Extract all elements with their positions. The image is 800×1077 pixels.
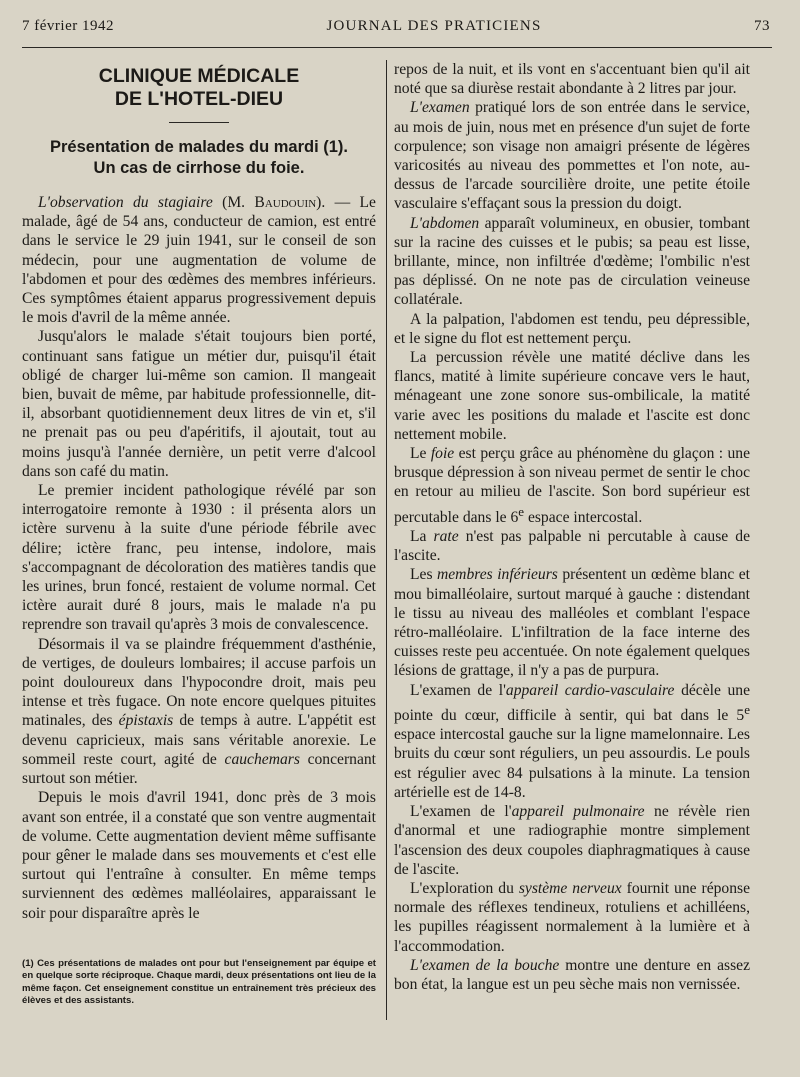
header-date: 7 février 1942 (22, 18, 114, 34)
italic-text: L'examen (410, 99, 470, 117)
paragraph (394, 681, 750, 802)
italic-text: épistaxis (118, 712, 174, 730)
paragraph: Jusqu'alors le malade s'était toujours bien porté, continuant sans fatigue un métier dur, puisqu'il était obligé de charger lui-même son camion. Il mangeait bien, buvait de même, par habitude professionnelle, dit-il, absorbant quotidiennement deux litres de vin et, s'il ne prenait pas ou peu d'apéritifs, il ajoutait, tout au moins jusqu'à l'année dernière, un petit verre d'alcool dans son café du matin. (22, 328, 376, 480)
paragraph (394, 802, 750, 879)
paragraph (394, 956, 750, 994)
paragraph-text: décèle une pointe du cœur, difficile à sentir, qui bat dans le 5 (394, 681, 750, 725)
paragraph (394, 565, 750, 680)
italic-text: rate (433, 528, 459, 546)
paragraph: repos de la nuit, et ils vont en s'accentuant bien qu'il ait noté que sa diurèse restait abondante à 2 litres par jour. (394, 61, 750, 98)
paragraph-text: présentent un œdème blanc et mou bimalléolaire, surtout marqué à gauche : distendant le tissu au niveau des malléoles et comblant l'espace rétro-malléolaire. L'infiltration de la face interne des cuisses reste peu accentuée. On note également quelques lésions de grattage, il n'y a pas de purpura. (394, 566, 750, 680)
superscript: e (744, 701, 750, 717)
footnote (22, 958, 376, 1008)
paragraph-text: L'exploration du (410, 879, 519, 897)
paragraph (394, 879, 750, 956)
paragraph-text: montre une denture en assez bon état, la langue est un peu sèche mais non vernissée. (394, 956, 750, 993)
running-header (22, 18, 770, 44)
paragraph (394, 98, 750, 213)
italic-text: L'observation du stagiaire (38, 194, 213, 211)
header-rule (22, 47, 772, 48)
paragraph-text: pratiqué lors de son entrée dans le service, au mois de juin, nous met en présence d'un sujet de forte corpulence; son visage non amaigri présente de légères varicosités au niveau des pommettes et l'on note, au-dessus de l'arcade sourcilière droite, une petite étoile vasculaire s'effaçant sous la pression du doigt. (394, 99, 750, 213)
paragraph-text: La (410, 528, 434, 546)
clinic-title-line1: CLINIQUE MÉDICALE (98, 65, 300, 87)
paragraph: Depuis le mois d'avril 1941, donc près de 3 mois avant son entrée, il a constaté que son ventre augmentait de volume. Cette augmentation devient même suffisante pour gêner le malade dans ses mouvements et c'est elle surtout qui l'entraîne à consulter. En même temps surviennent des œdèmes malléolaires, apparaissant le soir pour disparaître après le (22, 789, 376, 922)
paragraph-text: — Le malade, âgé de 54 ans, conducteur de camion, est entré dans le service le 29 juin 1941, sur le conseil de son médecin, pour une augmentation de volume de l'abdomen et pour des œdèmes des membres inférieurs. Ces symptômes étaient apparus progressivement depuis le mois d'avril de la même année. (22, 194, 376, 327)
paragraph-text: de temps à autre. L'appétit est devenu capricieux, mais sans véritable anorexie. Le sommeil reste court, agité de (22, 712, 376, 768)
paragraph-text: espace intercostal. (524, 508, 643, 526)
italic-text: appareil cardio-vasculaire (505, 681, 675, 699)
title-rule (169, 122, 229, 123)
paragraph: Le premier incident pathologique révélé par son interrogatoire remonte à 1930 : il présenta alors un ictère survenu à la suite d'une période fébrile avec délire; ictère franc, peu intense, indolore, mais s'accompagnant de décoloration des matières tandis que les urines, brun foncé, restaient de volume normal. Cet ictère aurait duré 8 jours, mais le malade n'a pu reprendre son travail qu'après 3 mois de convalescence. (22, 482, 376, 634)
clinic-title-line2: DE L'HOTEL-DIEU (114, 88, 284, 110)
paragraph: A la palpation, l'abdomen est tendu, peu dépressible, et le signe du flot est nettement perçu. (394, 310, 750, 347)
italic-text: membres inférieurs (437, 566, 558, 584)
paragraph-text: est perçu grâce au phénomène du glaçon : une brusque dépression à son niveau permet de sentir le choc en retour au milieu de l'ascite. Son bord supérieur est percutable dans le 6 (394, 445, 750, 526)
paragraph-text: ne révèle rien d'anormal et une radiographie montre simplement l'ascension des deux coupoles diaphragmatiques à cause de l'ascite. (394, 803, 750, 878)
italic-text: L'examen de la bouche (410, 956, 560, 974)
left-column (22, 60, 376, 923)
paragraph-text: concernant surtout son métier. (22, 750, 376, 788)
paragraph (22, 193, 376, 327)
italic-text: L'abdomen (410, 214, 480, 232)
page-number: 73 (754, 18, 770, 34)
paragraph (22, 635, 376, 789)
paragraph-text: L'examen de l' (410, 681, 506, 699)
paragraph (394, 527, 750, 565)
paragraph-text: fournit une réponse normale des réflexes tendineux, rotuliens et achilléens, les pupilles réagissent normalement à la lumière et à l'accommodation. (394, 879, 750, 955)
article-subtitle (22, 137, 376, 179)
paragraph-text: apparaît volumineux, en obusier, tombant sur la racine des cuisses et le pubis; sa peau est lisse, brillante, mince, non infiltrée d'œdème; l'ombilic n'est pas déplissé. On ne note pas de circulation veineuse collatérale. (394, 214, 750, 309)
author-name: (M. Baudouin). (222, 194, 326, 211)
paragraph (394, 444, 750, 527)
subtitle-line1: Présentation de malades du mardi (1). (50, 138, 348, 156)
paragraph-text: espace intercostal gauche sur la ligne mamelonnaire. Les bruits du cœur sont réguliers, un peu assourdis. Le pouls est régulier avec 84 pulsations à la minute. La tension artérielle est de 14-8. (394, 726, 750, 801)
right-column (394, 60, 750, 994)
paragraph-text: Le (410, 445, 431, 463)
journal-title: JOURNAL DES PRATICIENS (326, 18, 542, 34)
clinic-title (22, 65, 376, 111)
paragraph-text: Désormais il va se plaindre fréquemment d'asthénie, de vertiges, de douleurs lombaires; il accuse parfois un point douloureux dans l'hypocondre droit, mais peu intense et très fugace. On note encore quelques pituites matinales, des (22, 635, 376, 730)
paragraph-text: L'examen de l' (410, 803, 512, 821)
italic-text: foie (430, 445, 455, 463)
paragraph-text: Les (410, 566, 437, 584)
subtitle-line2: Un cas de cirrhose du foie. (93, 159, 305, 177)
footnote-text: (1) Ces présentations de malades ont pour but l'enseignement par équipe et en quelque sorte réciproque. Chaque mardi, deux présentations ont lieu de la même façon. Cet enseignement constitue un entraînement très précieux des élèves et des assistants. (22, 958, 376, 1007)
column-divider (386, 60, 387, 1020)
paragraph-text: n'est pas palpable ni percutable à cause de l'ascite. (394, 528, 750, 565)
superscript: e (518, 503, 525, 519)
paragraph: La percussion révèle une matité déclive dans les flancs, matité à limite supérieure concave vers le haut, ménageant une zone sonore sus-ombilicale, la matité varie avec les positions du malade et l'ascite est donc nettement mobile. (394, 349, 750, 443)
italic-text: cauchemars (224, 750, 300, 768)
paragraph (394, 214, 750, 310)
italic-text: système nerveux (518, 879, 622, 897)
italic-text: appareil pulmonaire (511, 803, 645, 821)
